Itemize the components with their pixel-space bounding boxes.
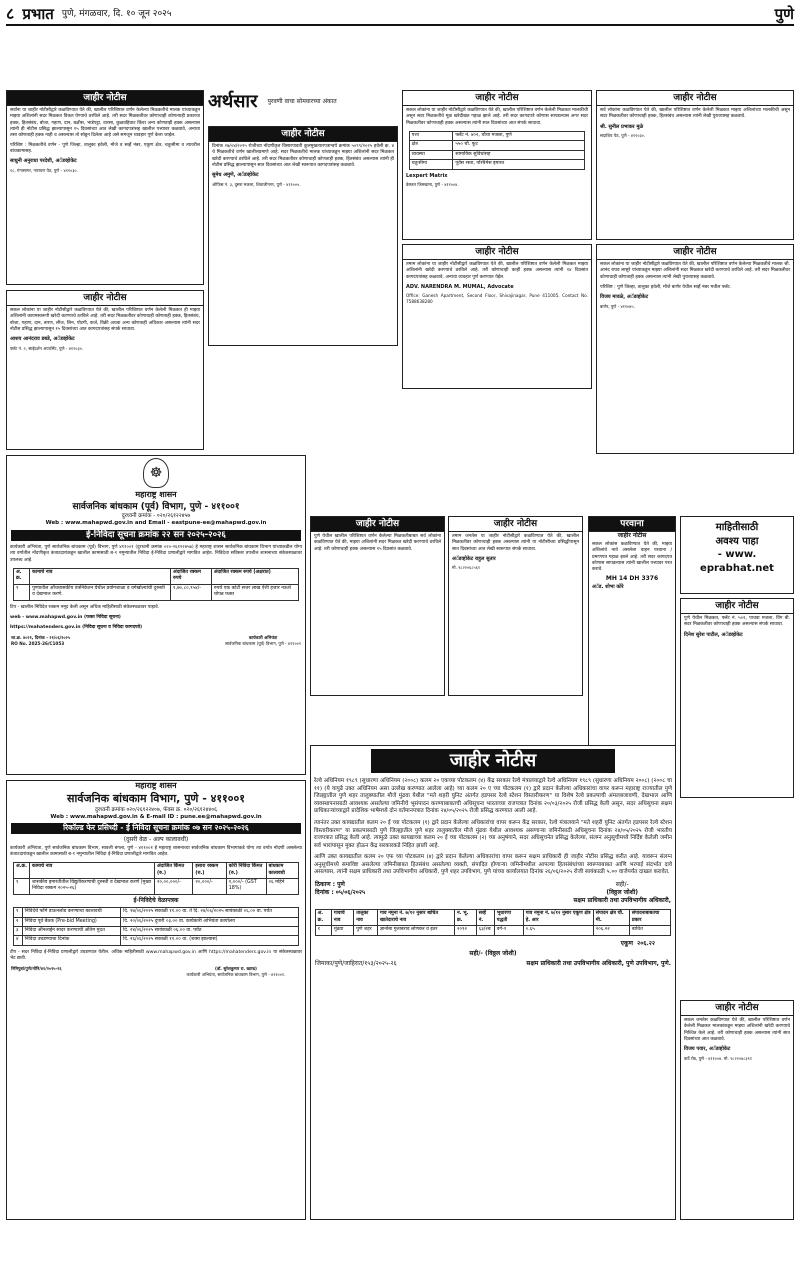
notice-address: बाणेर, पुणे - ४११०४५. — [600, 303, 635, 309]
notice-address: डेक्कन जिमखाना, पुणे - ४११००४. — [406, 182, 459, 188]
tender-notice-number: ई-निविदा सूचना क्रमांक २२ सन २०२५-२०२६ — [11, 530, 301, 541]
railway-total-label: एकूण — [620, 939, 633, 947]
notice-title: जाहीर नोटीस — [403, 91, 591, 106]
notice-signer: अॅडव्होकेट राहुल सुतार — [452, 555, 496, 562]
newspaper-brand: प्रभात — [22, 4, 54, 23]
table-header-cell: बांधकाम कालावधी — [266, 863, 298, 879]
table-cell: २०६.२२ — [593, 926, 629, 935]
table-header-cell: अ.क्र. — [13, 863, 29, 879]
schedule-title: ई-निविदेचे वेळापत्रक — [133, 896, 179, 904]
table-row — [13, 908, 298, 917]
tender-body: कार्यकारी अभियंता, पुणे सार्वजनिक बांधकाम (पूर्व) विभाग, पुणे ४११००१ (दुरध्वनी क्रमांक ०२०-२६१२२४५७) हे महाराष्ट्र शासन सार्वजनिक बांधकाम विभाग यांच्याकडील योग्य त्या वर्गातील नोंदणीकृत कंत्राटदारांकडून खालील कामासाठी ब-१ नमुन्यातील निविदा ई-निविदा प्रणालीद्वारे मागवित आहेत. निविदेचा सविस्तर तपशील शासनाच्या संकेतस्थळावर उपलब्ध आहे. — [10, 545, 302, 563]
notice-2 — [6, 290, 204, 450]
notice-address: फ्लॅट नं. २, साईदर्शन अपार्टमेंट, पुणे - ४११०३०. — [10, 345, 84, 351]
parvana-subtitle: जाहीर नोटीस — [617, 532, 647, 540]
table-header-cell: न. भू. क्र. — [454, 910, 476, 926]
railway-body-1: रेल्वे अधिनियम १९८९ (सुधारणा अधिनियम (२००८) कलम २० एकच्या पोटकलम (४) केंद्र सरकार रेल्वे मंत्रालयाद्वारे रेल्वे अधिनियम १९८९ (सुधारणा अधिनियम २००८) (२००८ चा ११) (ये यापुढे उक्त अधिनियम असा उल्लेख करण्यात आलेला आहे) च्या कलम २० ए च्या पोटकलम (१) द्वारे प्रदान केलेल्या अधिकारांचा वापर करून महाराष्ट्र राज्यातील पुणे जिल्ह्यातील पुणे शहर तालुक्यातील मौजे मुंढवा येथील "मते शहरी युनिट अंतर्गत हडपसर रेल्वे स्टेशन विस्तारीकरण" या विशेष रेल्वे प्रकल्पाची अंमलबजावणी, देखभाल आणि व्यवस्थापनासाठी आवश्यक असलेल्या जमिनीचे भूसंपादन करण्याबाबतची अधिसूचना भारताच्या राजपत्रात दिनांक २०/०३/२०२५ रोजी प्रसिद्ध केली असून, सदर अधिसूचना सक्षम प्राधिकाऱ्यांच्याद्वारे प्रादेशिक भाषेमध्ये दोन वर्तमानपत्रात दिनांक २४/०५/२०२५ रोजी प्रसिद्ध करण्यात आली आहे. — [314, 778, 672, 815]
notice-address: ऑफिस नं. ३, दुसरा मजला, शिवाजीनगर, पुणे - ४११००५. — [212, 181, 301, 187]
notice-8 — [310, 516, 445, 696]
notice-title: जाहीर नोटीस — [209, 127, 397, 142]
tender-signer: (डॉ. सुरेशकुमार रा. खारड) — [215, 966, 257, 972]
parvana-signer: अॅड. शोभा कोरे — [592, 584, 624, 591]
notice-body: सकल लोकांना या जाहीर नोटीसीद्वारे कळविण्यात येते की, खालील परिशिष्टात वर्णन केलेल्या मिळकतीचे मालक श्री. आनंद राघव लासुरे यांच्याकडून माझ्या अशिलांनी सदर मिळकत खरेदी करण्याचे ठरविले आहे. तरी सदर मिळकतीवर कोणाचाही कोणताही हक्क असल्यास त्यांनी लेखी पुराव्यासह कळवावे. — [600, 262, 790, 280]
notice-address: Office: Ganesh Apartment, Second Floor, Shivajinagar, Pune 411005. Contact No. 7588638280 — [406, 293, 588, 305]
notice-title: जाहीर नोटीस — [597, 91, 793, 106]
parvana-title: परवाना — [589, 517, 675, 532]
table-header-cell: कामाचे नाव — [29, 863, 154, 879]
ad-line-3: - www. — [717, 549, 757, 560]
tender-notice-2 — [6, 780, 306, 1220]
tender-ref: निमिपुबां/पुणे/मोनि/४२/२०२५-२६ — [11, 966, 62, 972]
table-cell: दि. २०/०६/२०२५ दुपारी ०३.०० वा. कार्यकारी अभियंता कार्यालय — [121, 917, 299, 926]
table-header-cell: कोरी निविदा किंमत (रु.) — [226, 863, 266, 879]
table-cell: क्षेत्र — [409, 141, 453, 150]
table-cell: ३ — [13, 926, 22, 935]
table-row — [409, 150, 585, 159]
notice-7 — [596, 244, 794, 454]
notice-1 — [6, 90, 204, 285]
notice-body: तमाम जनतेस या जाहीर नोटीसीद्वारे कळविण्यात येते की, खालील मिळकतीवर कोणाचाही हक्क असल्यास त्यांनी या नोटीसीच्या प्रसिद्धीपासून सात दिवसांच्या आत लेखी स्वरूपात संपर्क साधावा. — [452, 534, 579, 552]
notice-table — [409, 131, 586, 170]
table-cell: सामायिक सुविधांसह — [453, 150, 585, 159]
table-cell: पत्ता — [409, 131, 453, 140]
tender-body: कार्यकारी अभियंता, पुणे सार्वजनिक बांधकाम विभाग, सावली बंगला, पुणे - ४११००१ हे महाराष्ट्र शासनाच्या सार्वजनिक बांधकाम विभागाकडे योग्य त्या वर्गात नोंदणी असलेल्या कंत्राटदारांकडून खालील कामासाठी ब-१ नमुन्यातील निविदा ई-निविदा प्रणालीद्वारे मागवित आहेत. — [10, 845, 302, 857]
table-cell: पूर्वेस रस्ता, पश्चिमेस इमारत — [453, 160, 585, 169]
notice-signer: दिनेश सुरेश पाटील, अॅडव्होकेट — [684, 631, 743, 638]
table-header-cell: अ. क्र. — [315, 910, 331, 926]
table-cell: दि. २६/०६/२०२५ सकाळी ११.०० वा. (शक्य झाल्यास) — [121, 936, 299, 945]
table-cell: ५५० चौ. फूट — [453, 141, 585, 150]
table-row — [409, 160, 585, 169]
table-cell: निविदेचे फॉर्म डाऊनलोड करण्याचा कालावधी — [22, 908, 121, 917]
tender-dept: सार्वजनिक बांधकाम विभाग, पुणे - ४११००१ — [67, 791, 245, 805]
notice-title: जाहीर नोटीस — [681, 1001, 793, 1016]
notice-body: सर्व लोकांना कळविण्यात येते की, खालील परिशिष्टात वर्णन केलेली मिळकत माझ्या अशिलांच्या मालकीची असून सदर मिळकतीवर कोणाचाही हक्क, हितसंबंध असल्यास त्यांनी लेखी पुराव्यासह कळवावे. — [600, 108, 790, 120]
notice-address: सदाशिव पेठ, पुणे - ४११०३०. — [600, 133, 646, 139]
table-row — [13, 879, 298, 895]
table-cell: ०६ महिने — [266, 879, 298, 895]
table-cell: २०९२ — [454, 926, 476, 935]
tender-notice-number: रिकॉल्ड फेर प्रसिध्दी - ई निविदा सूचना क्रमांक ०७ सन २०२५-२०२६ — [11, 823, 301, 833]
table-cell: १ — [13, 584, 29, 600]
table-cell: १ — [13, 879, 29, 895]
arthsar-title: अर्थसार — [208, 91, 258, 112]
railway-footer-sig: सही/- (विठ्ठल जोशी) — [469, 949, 517, 957]
tender-note: टिप - खालील निविदेत रक्कम नमूद केली असून अधिक माहितीसाठी संकेतस्थळावर पाहावे. — [10, 604, 160, 610]
notice-signer: साधुनी अनुराधा परदेशी, अॅडव्होकेट — [10, 158, 77, 165]
table-cell: २०,०००/- — [193, 879, 226, 895]
table-row — [409, 141, 585, 150]
table-header-cell: अंदाजित किंमत (रु.) — [154, 863, 192, 879]
notice-address: १८, गंगासागर, नारायण पेठ, पुणे - ४११०३०. — [10, 168, 78, 174]
notice-9 — [448, 516, 583, 696]
notice-address: कर्वे रोड, पुणे - ४११००४. मो. ९८२२०४८३९१ — [684, 1055, 752, 1061]
masthead — [6, 4, 794, 26]
table-cell: शासकीय इमारतीतील विद्युतीकरणाची दुरुस्ती व देखभाल करणे (मुख्य निविदा रक्कम २०२५-२६) — [29, 879, 154, 895]
railway-place: ठिकाण : पुणे — [315, 880, 345, 888]
eprabhat-ad[interactable] — [680, 516, 794, 594]
railway-signer-sig: सही/- — [615, 880, 629, 888]
railway-title: जाहीर नोटीस — [371, 749, 615, 773]
table-cell: पुण्यातील औंधशासकीय तंत्रनिकेतन येथील प्रयोगशाळा व वर्गखोल्यांची दुरुस्ती व देखभाल करणे. — [30, 584, 171, 600]
table-row — [13, 584, 298, 600]
table-cell: ज्ञानोबा गुलाबराव लोणकर व इतर — [377, 926, 454, 935]
railway-total-value: २०६.२२ — [637, 939, 655, 947]
tender-web: Web : www.mahapwd.gov.in & E-mail ID : pune.ee@mahapwd.gov.in — [50, 814, 262, 821]
table-cell: २ — [13, 917, 22, 926]
table-cell: ४ — [13, 936, 22, 945]
notice-3 — [208, 126, 398, 346]
table-header-cell: गाव नमुना नं. ७/१२ नुसार एकूण क्षेत्र हे. आर — [523, 910, 593, 926]
tender-notice-1 — [6, 455, 306, 775]
parvana-body: सकल लोकांस कळविण्यात येते की, माझ्या अशिलांचे नावे असलेला वाहन परवाना / प्रमाणपत्र गहाळ झाले आहे. तरी सदर कागदपत्र कोणास सापडल्यास त्यांनी खालील पत्त्यावर परत करावे. — [592, 542, 672, 572]
table-cell: निविदा ऑनलाईन सादर करण्याची अंतिम मुदत — [22, 926, 121, 935]
tender-signer: कार्यकारी अभियंता — [248, 635, 278, 641]
table-cell: दि. २४/०६/२०२५ सायंकाळी ०६.०० वा. पर्यंत — [121, 926, 299, 935]
tender-note: टीप - सदर निविदा ई-निविदा प्रणालीद्वारे उघडण्यात येतील. अधिक माहितीसाठी www.mahapwd.gov.in आणि https://mahatenders.gov.in या संकेतस्थळावर भेट द्यावी. — [10, 949, 302, 962]
table-cell: पुणे शहर — [354, 926, 378, 935]
table-cell: व्यवस्था — [409, 150, 453, 159]
table-cell: वर्ग-१ — [494, 926, 523, 935]
table-header-cell: तालुका नाव — [354, 910, 378, 926]
notice-11 — [680, 1000, 794, 1220]
railway-signer-name: (विठ्ठल जोशी) — [606, 888, 639, 896]
table-header-cell: भूधारणा पद्धती — [494, 910, 523, 926]
railway-date: दिनांक : ०५/०६/२०२५ — [315, 888, 366, 896]
notice-title: जाहीर नोटीस — [597, 245, 793, 260]
tender-dept: सार्वजनिक बांधकाम (पूर्व) विभाग, पुणे - ४११००१ — [72, 501, 240, 512]
notice-address: मो. ९८२२०६८५६१ — [452, 565, 481, 571]
notice-5 — [402, 244, 592, 389]
notice-signer: Lexpert Matrix — [406, 172, 448, 179]
notice-signer: ADV. NARENDRA M. MUMAL, Advocate — [406, 283, 514, 290]
tender-ro: RO No. 2025-26/C1053 — [11, 640, 65, 646]
notice-body: सकल लोकांना या जाहीर नोटीसीद्वारे कळविण्यात येते की, खालील परिशिष्टात वर्णन केलेली मिळकत मालकीची असून सदर मिळकतीचे मूळ खरेदीखत गहाळ झाले आहे. तरी सदर कागदपत्रे कोणास सापडल्यास अगर सदर मिळकतीवर कोणाचाही हक्क असल्यास त्यांनी सात दिवसांच्या आत संपर्क साधावा. — [406, 108, 588, 126]
table-cell: निविदा उघडण्याचा दिनांक — [22, 936, 121, 945]
table-cell: १,७०,८०,९५४/- — [171, 584, 212, 600]
schedule-table — [13, 907, 299, 946]
table-cell: बाधित — [629, 926, 670, 935]
notice-body: सकल जनतेस कळविण्यात येते की, खालील परिशिष्टात वर्णन केलेली मिळकत मालकांकडून माझ्या अशिलांनी खरेदी करण्याचे निश्चित केले आहे. तरी कोणाचाही हक्क असल्यास त्यांनी सात दिवसांच्या आत कळवावे. — [684, 1018, 790, 1042]
tender-signer-title: कार्यकारी अभियंता, सार्वजनिक बांधकाम विभाग, पुणे - ४११००१. — [186, 971, 286, 977]
table-header-cell: कामाचे नाव — [30, 568, 171, 584]
government-emblem-icon: ☸ — [143, 458, 169, 488]
notice-title: जाहीर नोटीस — [311, 517, 444, 532]
page-number: ८ — [6, 4, 15, 24]
dateline: पुणे, मंगळवार, दि. १० जून २०२५ — [61, 8, 172, 19]
table-cell: १ — [315, 926, 331, 935]
tender-sub: (दुसरी वेळ - अल्प कालावधी) — [123, 835, 189, 843]
tender-phone: दुरध्वनी क्रमांक ०२०/२६१२२४०७, फॅक्स क्र. ०२०/२६१२४४०६ — [95, 806, 217, 813]
tender-table — [13, 862, 299, 895]
tender-web-link-1[interactable]: web - www.mahapwd.gov.in (फक्त निविदा सूचना) — [10, 614, 121, 620]
notice-6 — [596, 90, 794, 240]
table-cell: निविदा पूर्व बैठक (Pre-bid Meeting) — [22, 917, 121, 926]
table-header-cell: अंदाजित रक्कम रुपये (अक्षरात) — [211, 568, 298, 584]
railway-land-table — [315, 909, 672, 935]
notice-title: जाहीर नोटीस — [681, 599, 793, 614]
notice-title: जाहीर नोटीस — [403, 245, 591, 260]
notice-title: जाहीर नोटीस — [7, 291, 203, 306]
table-header-cell: गाव नमुना नं. ७/१२ नुसार बाधित खातेदाराचे नाव — [377, 910, 454, 926]
tender-phone: दुरध्वनी क्रमांक - ०२०/२६१२२४५७ — [121, 512, 191, 519]
table-cell: ६३/२ब — [476, 926, 494, 935]
table-header-cell: गावाचे नाव — [331, 910, 353, 926]
notice-body: दिनांक २७/०४/२०२५ रोजीच्या नोंदणीकृत विसारपावती कुलमुखत्यारपत्रान्वये क्रमांक ५०९९/२०२५ हवेली क्र. ४ चे मिळकतीचे वर्णन खालीलप्रमाणे आहे. सदर मिळकतीचे मालक यांच्याकडून माझ्या अशिलांनी सदर मिळकत खरेदी करण्याचे ठरविले आहे. तरी सदर मिळकतीवर कोणाचाही कोणताही हक्क, हितसंबंध असल्यास त्यांनी ही नोटीस प्रसिद्ध झाल्यापासून सात दिवसांच्या आत लेखी स्वरूपात कागदपत्रांसह कळवावे. — [212, 144, 394, 168]
table-cell: मुंढवा — [331, 926, 353, 935]
ad-line-2: अवश्य पाहा — [715, 535, 759, 547]
ad-line-4: eprabhat.net — [700, 562, 774, 574]
notice-signer: श्री. सुनील प्रभाकर मुळे — [600, 123, 644, 130]
railway-signer-title: सक्षम प्राधिकारी तथा उपविभागीय अधिकारी, — [573, 897, 671, 905]
table-row — [409, 131, 585, 140]
tender-web: Web : www.mahapwd.gov.in and Email - eastpune-ee@mahapwd.gov.in — [45, 520, 267, 527]
notice-body: पुणे येथील खालील परिशिष्टात वर्णन केलेल्या मिळकतीबाबत सर्व लोकांना कळविण्यात येते की, माझ्या अशिलांनी सदर मिळकत खरेदी करण्याचे ठरविले आहे. तरी कोणाचाही हक्क असल्यास १५ दिवसांत कळवावे. — [314, 534, 441, 552]
tender-ref: जा.क्र. ४०२१, दिनांक - २१/०६/२०२५ — [11, 635, 70, 641]
table-cell: २०,००,०००/- — [154, 879, 192, 895]
notice-schedule: परिशिष्ट : मिळकतीचे वर्णन - पुणे जिल्हा, तालुका हवेली, मौजे व सर्व्हे नंबर, एकूण क्षेत्र, चतुःसीमा व त्यावरील बांधकामासह. — [10, 143, 200, 155]
railway-notice — [310, 745, 676, 1220]
table-cell: १,०००/- (GST 18%) — [226, 879, 266, 895]
notice-4 — [402, 90, 592, 240]
ad-line-1: माहितीसाठी — [715, 522, 759, 533]
table-header-cell: सर्व्हे नं. — [476, 910, 494, 926]
notice-signer: आशय आनंदराव डबडे, अॅडव्होकेट — [10, 335, 75, 342]
railway-footer-ref: जिमाका/पुणे/जाहिरात/१५३/२०२५-२६ — [315, 959, 397, 967]
tender-org: महाराष्ट्र शासन — [135, 781, 177, 790]
table-header-cell: अ. क्र. — [13, 568, 29, 584]
table-cell: दि. १७/०६/२०२५ सकाळी ११.०० वा. ते दि. २४/०६/२०२५ सायंकाळी ०६.०० वा. पर्यंत — [121, 908, 299, 917]
arthsar-banner — [208, 90, 398, 124]
table-header-cell: अंदाजित रक्कम रुपये — [171, 568, 212, 584]
notice-body: तमाम लोकांना या जाहीर नोटीसीद्वारे कळविण्यात येते की, खालील परिशिष्टात वर्णन केलेली मिळकत माझ्या अशिलांनी खरेदी करण्याचे ठरविले आहे. तरी कोणाचाही काही हक्क असल्यास त्यांनी १४ दिवसांत कागदपत्रांसह कळवावे, अन्यथा व्यवहार पूर्ण करण्यात येईल. — [406, 262, 588, 280]
table-cell: चतुःसीमा — [409, 160, 453, 169]
tender-signer-title: सार्वजनिक बांधकाम (पूर्व) विभाग, पुणे - ४११००१ — [225, 640, 301, 646]
table-header-cell: इसारा रक्कम (रु.) — [193, 863, 226, 879]
notice-10 — [680, 598, 794, 798]
notice-schedule: परिशिष्ट : पुणे जिल्हा, तालुका हवेली, मौजे बाणेर येथील सर्व्हे नंबर मधील फ्लॅट. — [600, 284, 732, 290]
table-row — [13, 936, 298, 945]
railway-body-2: त्यानंतर उक्त कायद्यातील कलम २० ई च्या पोटकलम (१) द्वारे प्रदान केलेल्या अधिकारांचा वापर करून केंद्र सरकार, रेल्वे मंत्रालयाने "मते शहरी युनिट अंतर्गत हडपसर रेल्वे स्टेशन विस्तारीकरण" या प्रकल्पासाठी पुणे जिल्ह्यातील पुणे शहर तालुक्यातील मौजे मुंढवा येथील आवश्यक असणाऱ्या जमिनीसाठी अधिसूचना दिनांक २४/०५/२०२५ रोजी भारतीय राजपत्रात प्रसिद्ध केली आहे. त्यामुळे उक्त कायद्याच्या कलम २० ई च्या पोटकलम (२) च्या अनुषंगाने, सदर अधिसूचनेत प्रसिद्ध केलेल्या, संलग्न अनुसूचीमध्ये निर्दिष्ट केलेली जमीन सर्व भारांपासून मुक्त होऊन केंद्र सरकारकडे निहित झाली आहे. — [314, 820, 672, 849]
notice-signer: सुमेध अमुणे, अॅडव्होकेट — [212, 171, 259, 178]
railway-footer-title: सक्षम प्राधिकारी तथा उपविभागीय अधिकारी, पुणे उपविभाग, पुणे. — [526, 959, 671, 967]
tender-web-link-2[interactable]: https://mahatenders.gov.in (निविदा सूचना व निविदा कागदपत्रे) — [10, 625, 143, 631]
table-row — [13, 926, 298, 935]
table-cell: फ्लॅट नं. ४०२, चौथा मजला, पुणे — [453, 131, 585, 140]
table-row — [315, 926, 671, 935]
railway-body-3: आणि उक्त कायद्यातील कलम २० एफ च्या पोटकलम (४) द्वारे प्रदान केलेल्या अधिकारांचा वापर करून सक्षम प्राधिकारी ही जाहीर नोटीस प्रसिद्ध करीत आहे. यावरून संलग्न अनुसूचीमध्ये समाविष्ट असलेल्या जमिनीबाबत हितसंबंध असलेल्या व्यक्ती, संपादित होणाऱ्या जमिनीमधील आपल्या हितसंबंधांच्या स्वरूपाबाबत आणि भरपाई संदर्भात दावे असल्यास, त्यांनी सक्षम प्राधिकारी तथा उपविभागीय अधिकारी, पुणे शहर उपविभाग, पुणे यांच्या कार्यालयात दिनांक २६/०६/२०२५ रोजी सायंकाळी ५.०० वाजेपर्यंत दाखल करावेत. — [314, 854, 672, 876]
notice-body: सर्वांना या जाहीर नोटीसीद्वारे कळविण्यात येते की, खालील परिशिष्टात वर्णन केलेल्या मिळकतीचे मालक यांच्याकडून माझ्या अशिलांनी सदर मिळकत विकत घेण्याचे ठरविले आहे. तरी सदर मिळकतीवर कोणाचाही कोणत्याही प्रकारचा हक्क, हितसंबंध, बोजा, गहाण, दान, बक्षीस, भाडेपट्टा, वारसा, कुळवहिवाट किंवा अन्य कोणताही हक्क असल्यास त्यांनी ही नोटीस प्रसिद्ध झाल्यापासून १५ दिवसांच्या आत लेखी कागदपत्रांसह खालील पत्त्यावर कळवावे, अन्यथा तसा कोणताही हक्क नाही व असल्यास तो सोडून दिलेला आहे असे समजून व्यवहार पूर्ण केला जाईल. — [10, 108, 200, 138]
table-header-cell: संपादन क्षेत्र चौ. मी. — [593, 910, 629, 926]
notice-body: सकल लोकांना या जाहीर नोटीसीद्वारे कळविण्यात येते की, खालील परिशिष्टात वर्णन केलेली मिळकत ही माझ्या अशिलांनी कायमस्वरूपी खरेदी करण्याचे ठरविले आहे. तरी सदर मिळकतीवर कोणाचाही कोणताही हक्क, हितसंबंध, बोजा, गहाण, दान, तारण, लीज, लिन, पोटगी, कर्ज, विक्री अथवा अन्य कोणताही अधिकार असल्यास त्यांनी सदर नोटीस प्रसिद्ध झाल्यापासून १५ दिवसांच्या आत कागदपत्रांसह संपर्क साधावा. — [10, 308, 200, 332]
notice-body: पुणे येथील मिळकत, फ्लॅट नं. ५०२, पाचवा मजला, विंग बी. सदर मिळकतीवर कोणाचाही हक्क असल्यास संपर्क साधावा. — [684, 616, 790, 628]
tender-table — [13, 568, 299, 601]
table-cell: रुपये एक कोटी सत्तर लाख ऐंशी हजार नऊशे चोपन्न फक्त — [211, 584, 298, 600]
notice-signer: विजय पवार, अॅडव्होकेट — [684, 1045, 731, 1052]
vehicle-number: MH 14 DH 3376 — [605, 575, 659, 583]
notice-title: जाहीर नोटीस — [7, 91, 203, 106]
arthsar-tagline: पुरवणी वाचा सोमवारच्या अंकात — [267, 98, 337, 106]
tender-org: महाराष्ट्र शासन — [135, 490, 177, 499]
table-cell: १ — [13, 908, 22, 917]
notice-signer: विजय मावळे, अॅडव्होकेट — [600, 293, 649, 300]
parvana-notice — [588, 516, 676, 746]
city-label: पुणे — [774, 4, 794, 23]
table-header-cell: संपादनाबाबतचा प्रकार — [629, 910, 670, 926]
table-row — [13, 917, 298, 926]
notice-title: जाहीर नोटीस — [449, 517, 582, 532]
table-cell: ०.६५ — [523, 926, 593, 935]
